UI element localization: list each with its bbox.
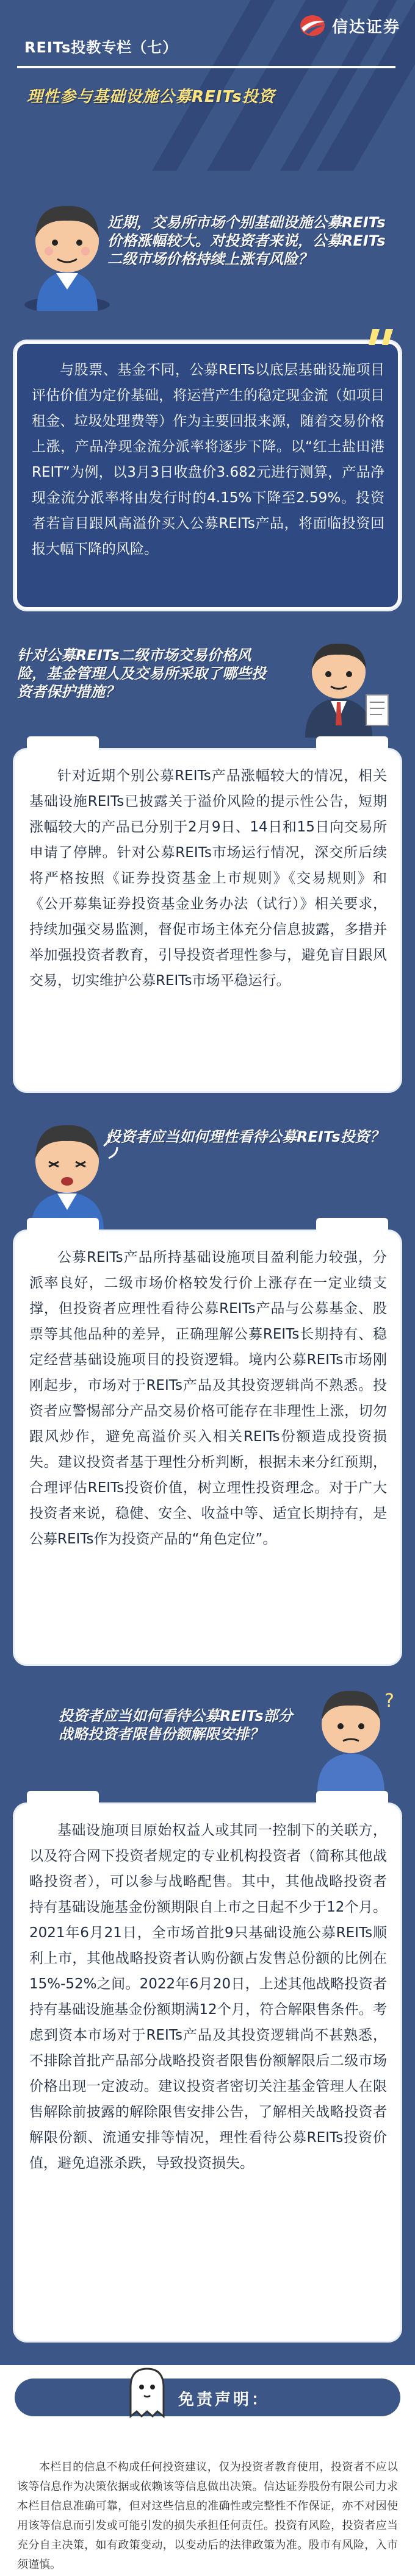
- card-tab: [316, 736, 388, 750]
- card-tab: [27, 1218, 99, 1231]
- series-label: REITs投教专栏（七）: [24, 39, 178, 56]
- answer-card-2: [15, 750, 400, 1091]
- divider: [17, 66, 395, 68]
- answer-3-text: 公募REITs产品所持基础设施项目盈利能力较强，分派率良好，二级市场价格较发行价上涨存在一定业绩支撑，但投资者应理性看待公募REITs产品与公募基金、股票等其他品种的差异，正确理解公募REITs长期持有、稳定经营基础设施项目的投资逻辑。境内公募REITs市场刚刚起步，市场对于REITs产品及其投资逻辑尚不熟悉。投资者应警惕部分产品交易价格可能存在非理性上涨，切勿跟风炒作，避免高溢价买入相关REITs份额造成投资损失。建议投资者基于理性分析判断，根据未来分红预期，合理评估REITs投资价值，树立理性投资理念。对于广大投资者来说，稳健、安全、收益中等、适宜长期持有，是公募REITs作为投资产品的“角色定位”。: [29, 1250, 387, 1547]
- cartoon-investor-icon: [299, 1682, 403, 1792]
- question-2-text: 针对公募REITs二级市场交易价格风险，基金管理人及交易所采取了哪些投资者保护措施？: [17, 647, 266, 700]
- answer-card-4: [15, 1804, 400, 2341]
- question-2: [17, 646, 267, 701]
- card-tab: [27, 1791, 99, 1804]
- question-3-text: 投资者应当如何理性看待公募REITs投资？: [106, 1128, 384, 1145]
- svg-text:?: ?: [384, 1690, 394, 1712]
- ghost-mascot-icon: [126, 2365, 168, 2420]
- card-tab: [316, 1218, 388, 1231]
- answer-1-text: 与股票、基金不同，公募REITs以底层基础设施项目评估价值为定价基础，将运营产生的稳定现金流（如项目租金、垃圾处理费等）作为主要回报来源，随着交易价格上涨，产品净现金流分派率将逐步下降。以“红土盐田港REIT”为例，以3月3日收盘价3.682元进行测算，产品净现金流分派率将由发行时的4.15%下降至2.59%。投资者若盲目跟风高溢价买入公募REITs产品，将面临投资回报大幅下降的风险。: [32, 362, 384, 557]
- card-tab: [27, 736, 99, 750]
- question-3: [106, 1128, 393, 1146]
- cartoon-investor-icon: [18, 183, 116, 311]
- quotes-icon: [366, 323, 397, 347]
- question-1: 近期，交易所市场个别基础设施公募REITs价格涨幅较大。对投资者来说，公募REITs二级市场价格持续上涨有风险？: [107, 214, 386, 268]
- question-4-text: 投资者应当如何看待公募REITs部分战略投资者限售份额解限安排？: [59, 1707, 293, 1743]
- answer-2-text: 针对近期个别公募REITs产品涨幅较大的情况，相关基础设施REITs已披露关于溢价风险的提示性公告，短期涨幅较大的产品已分别于2月9日、14日和15日向交易所申请了停牌。针对公募REITs市场运行情况，深交所后续将严格按照《证券投资基金上市规则》《交易规则》和《公开募集证券投资基金业务办法（试行）》相关要求，持续加强交易监测，督促市场主体充分信息披露，多措并举加强投资者教育，引导投资者理性参与，避免盲目跟风交易，切实维护公募REITs市场平稳运行。: [29, 768, 387, 989]
- page-title: 理性参与基础设施公募REITs投资: [27, 88, 275, 106]
- answer-4-text: 基础设施项目原始权益人或其同一控制下的关联方，以及符合网下投资者规定的专业机构投资者（简称其他战略投资者），可以参与战略配售。其中，其他战略投资者持有基础设施基金份额期限自上市之日起不少于12个月。2021年6月21日，全市场首批9只基础设施公募REITs顺利上市，其他战略投资者认购份额占发售总份额的比例在15%-52%之间。2022年6月20日，上述其他战略投资者持有基础设施基金份额期满12个月，符合解限售条件。考虑到资本市场对于REITs产品及其投资逻辑尚不甚熟悉，不排除首批产品部分战略投资者限售份额解限后二级市场价格出现一定波动。建议投资者密切关注基金管理人在限售解除前披露的解除限售安排公告，了解相关战略投资者解限份额、流通安排等情况，理性看待公募REITs投资价值，避免追涨杀跌，导致投资损失。: [29, 1823, 387, 2171]
- answer-card-1: [15, 341, 400, 610]
- answer-card-3: [15, 1231, 400, 1664]
- logo-icon: [298, 13, 327, 38]
- header-banner: [0, 0, 415, 171]
- brand-name: 信达证券: [331, 18, 400, 37]
- cartoon-investor-icon: [12, 1109, 122, 1231]
- disclaimer-title: 免责声明：: [178, 2391, 270, 2409]
- question-4: [59, 1707, 297, 1743]
- card-tab: [316, 1791, 388, 1804]
- cartoon-advisor-icon: [281, 634, 397, 738]
- disclaimer-text: 本栏目的信息不构成任何投资建议，仅为投资者教育使用，投资者不应以该等信息作为决策依据或依赖该等信息做出决策。信达证券股份有限公司力求本栏目信息准确可靠，但对这些信息的准确性或完整性不作保证，亦不对因使用该等信息而引发或可能引发的损失承担任何责任。投资有风险，投资者应当充分自主决策，如有政策变动，以变动后的法律政策为准。股市有风险，入市须谨慎。: [17, 2461, 398, 2571]
- brand-logo: [298, 13, 400, 38]
